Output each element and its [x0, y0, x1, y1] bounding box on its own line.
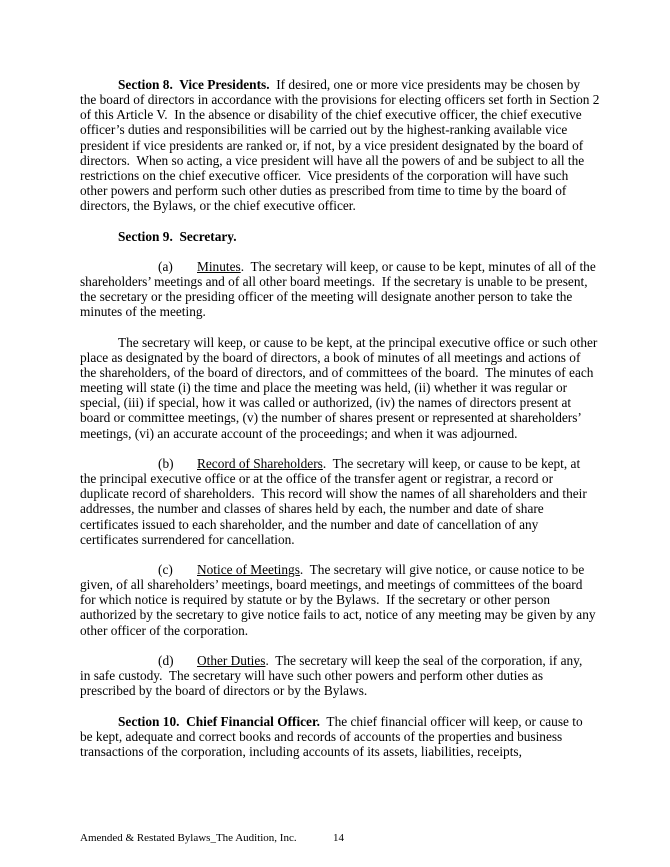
- section-heading: Section 10. Chief Financial Officer.: [118, 713, 320, 729]
- text-line: transactions of the corporation, including accounts of its assets, liabilities, receipts,: [80, 743, 522, 759]
- text-line: officer’s duties and responsibilities will be carried out by the highest-ranking available vice: [80, 122, 568, 138]
- text-line: prescribed by the board of directors or by the Bylaws.: [80, 683, 368, 699]
- subsection-a: (a) Minutes. The secretary will keep, or cause to be kept, minutes of all of the shareholders’ meetings and of all other board meetings. If the secretary is unable to be present, the secretary or the presiding officer of the meeting will designate another person to take the minutes of the meeting.: [80, 259, 600, 320]
- text-line: the shareholders, of the board of directors, and of committees of the board. The minutes of each: [80, 364, 594, 380]
- subsection-c: (c) Notice of Meetings. The secretary will give notice, or cause notice to be given, of all shareholders’ meetings, board meetings, and meetings of committees of the board for which notice is required by statute or by the Bylaws. If the secretary or other person authorized by the secretary to give notice fails to act, notice of any meeting may be given by any other officer of the corporation.: [80, 562, 600, 638]
- text-line: duplicate record of shareholders. This record will show the names of all shareholders and their: [80, 486, 587, 502]
- subsection-heading: Record of Shareholders: [197, 455, 323, 471]
- text-line: board or committee meetings, (v) the number of shares present or represented at shareholders’: [80, 410, 582, 426]
- subsection-b: (b) Record of Shareholders. The secretary will keep, or cause to be kept, at the principal executive office or at the office of the transfer agent or registrar, a record or duplicate record of shareholders. This record will show the names of all shareholders and their addresses, the number and classes of shares held by each, the number and date of share certificates issued to each shareholder, and the number and date of cancellation of any certificates surrendered for cancellation.: [80, 456, 600, 547]
- text-line: given, of all shareholders’ meetings, board meetings, and meetings of committees of the board: [80, 577, 583, 593]
- text-line: other officer of the corporation.: [80, 622, 249, 638]
- text-line: president if vice presidents are ranked or, if not, by a vice president designated by the board of: [80, 137, 584, 153]
- text-line: place as designated by the board of directors, a book of minutes of all meetings and actions of: [80, 349, 581, 365]
- text-line: the secretary or the presiding officer of the meeting will designate another person to take the: [80, 289, 573, 305]
- subsection-heading: Minutes: [197, 258, 241, 274]
- text-line: other powers and perform such other duties as prescribed from time to time by the board of: [80, 183, 567, 199]
- paragraph-lines: [80, 729, 600, 759]
- text-line: certificates surrendered for cancellation.: [80, 531, 295, 547]
- text-line: in safe custody. The secretary will have such other powers and perform other duties as: [80, 668, 544, 684]
- section-9-heading: [80, 229, 600, 244]
- section-heading: Section 8. Vice Presidents.: [118, 77, 270, 92]
- text-line: addresses, the number and classes of shares held by each, the number and date of share: [80, 501, 544, 517]
- document-page: [80, 77, 600, 774]
- text-line: the board of directors in accordance with the provisions for electing officers set forth in Section 2: [80, 92, 600, 108]
- section-10: Section 10. Chief Financial Officer. The chief financial officer will keep, or cause to be kept, adequate and correct books and records of accounts of the properties and business transactions of the corporation, including accounts of its assets, liabilities, receipts,: [80, 714, 600, 759]
- paragraph-lines: [80, 92, 600, 213]
- subsection-d: (d) Other Duties. The secretary will keep the seal of the corporation, if any, in safe custody. The secretary will have such other powers and perform other duties as prescribed by the board of directors or by the Bylaws.: [80, 653, 600, 698]
- text-line: directors. When so acting, a vice president will have all the powers of and be subject to all the: [80, 152, 585, 168]
- footer-text: Amended & Restated Bylaws_The Audition, Inc.: [80, 832, 297, 844]
- section-8: Section 8. Vice Presidents. If desired, one or more vice presidents may be chosen by the board of directors in accordance with the provisions for electing officers set forth in Section 2 of this Article V. In the absence or disability of the chief executive officer, the chief executive officer’s duties and responsibilities will be carried out by the highest-ranking available vice president if vice presidents are ranked or, if not, by a vice president designated by the board of directors. When so acting, a vice president will have all the powers of and be subject to all the restrictions on the chief executive officer. Vice presidents of the corporation will have such other powers and perform such other duties as prescribed from time to time by the board of directors, the Bylaws, or the chief executive officer.: [80, 77, 600, 214]
- paragraph-lines: [80, 577, 600, 638]
- subsection-heading: Other Duties: [197, 652, 266, 668]
- text-line: the principal executive office or at the office of the transfer agent or registrar, a record or: [80, 471, 554, 487]
- text-line: meeting will state (i) the time and place the meeting was held, (ii) whether it was regular or: [80, 380, 568, 396]
- minutes-book-paragraph: The secretary will keep, or cause to be kept, at the principal executive office or such other place as designated by the board of directors, a book of minutes of all meetings and actions of the shareholders, of the board of directors, and of committees of the board. The minutes of each meeting will state (i) the time and place the meeting was held, (ii) whether it was regular or special, (iii) if special, how it was called or authorized, (iv) the names of directors present at board or committee meetings, (v) the number of shares present or represented at shareholders’ meetings, (vi) an accurate account of the proceedings; and when it was adjourned.: [80, 335, 600, 441]
- text-line: of this Article V. In the absence or disability of the chief executive officer, the chief executive: [80, 107, 582, 123]
- paragraph-lines: [80, 350, 600, 441]
- section-heading: Section 9. Secretary.: [118, 228, 237, 244]
- subsection-heading: Notice of Meetings: [197, 562, 300, 577]
- text-line: authorized by the secretary to give notice fails to act, notice of any meeting may be given by any: [80, 607, 596, 623]
- text-line: directors, the Bylaws, or the chief executive officer.: [80, 198, 356, 214]
- page-number: 14: [333, 832, 344, 844]
- text-line: meetings, (vi) an accurate account of the proceedings; and when it was adjourned.: [80, 425, 518, 441]
- text-line: restrictions on the chief executive officer. Vice presidents of the corporation will have such: [80, 167, 569, 183]
- text-line: shareholders’ meetings and of all other board meetings. If the secretary is unable to be present,: [80, 274, 588, 290]
- text-line: certificates issued to each shareholder, and the number and date of cancellation of any: [80, 516, 539, 532]
- text-line: for which notice is required by statute or by the Bylaws. If the secretary or other person: [80, 592, 551, 608]
- paragraph-lines: [80, 274, 600, 319]
- text-line: minutes of the meeting.: [80, 304, 206, 320]
- paragraph-lines: [80, 668, 600, 698]
- text-line: be kept, adequate and correct books and records of accounts of the properties and business: [80, 728, 563, 744]
- text-line: special, (iii) if special, how it was called or authorized, (iv) the names of directors present at: [80, 395, 572, 411]
- paragraph-lines: [80, 471, 600, 547]
